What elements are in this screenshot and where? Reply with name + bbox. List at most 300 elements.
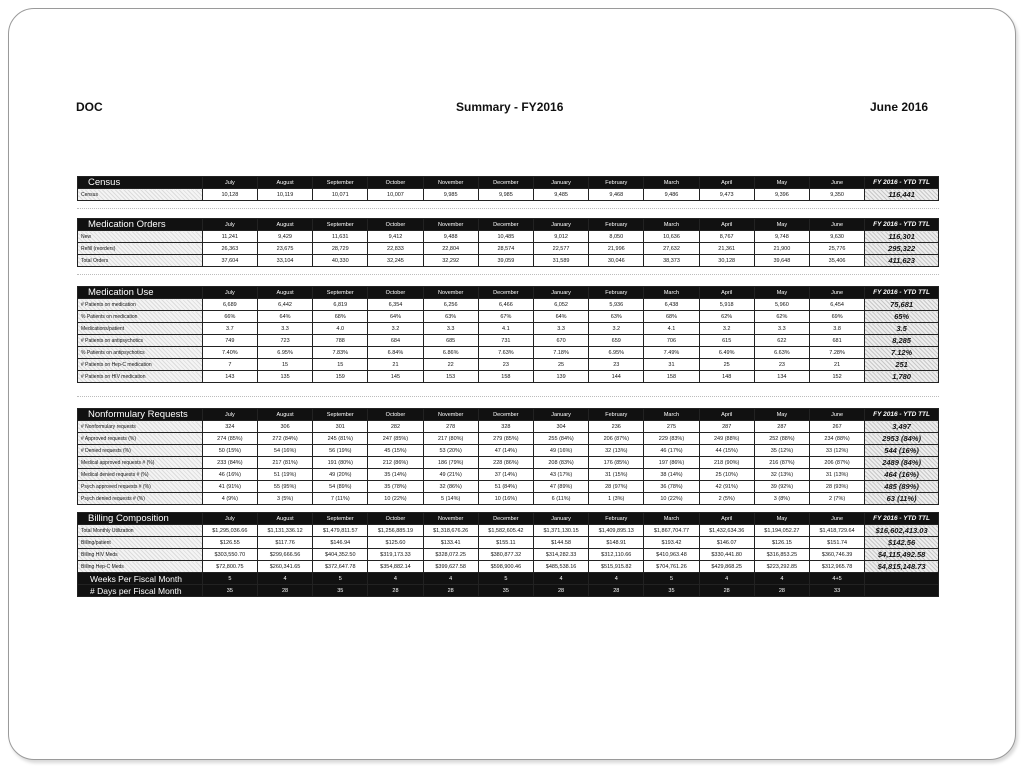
data-cell: 6,438 xyxy=(644,299,699,311)
data-cell: 50 (15%) xyxy=(202,445,257,457)
fiscal-cell: 28 xyxy=(423,585,478,597)
medication-use-section xyxy=(77,286,939,383)
month-header-december: December xyxy=(478,409,533,421)
data-cell: 49 (20%) xyxy=(313,469,368,481)
data-cell: 23,675 xyxy=(257,243,312,255)
fiscal-cell: 5 xyxy=(202,573,257,585)
data-cell: 255 (84%) xyxy=(533,433,588,445)
data-cell: 8,767 xyxy=(699,231,754,243)
fiscal-cell: 28 xyxy=(699,585,754,597)
fiscal-cell: 5 xyxy=(313,573,368,585)
data-cell: 145 xyxy=(368,371,423,383)
ytd-total-cell: 411,623 xyxy=(865,255,939,267)
month-header-september: September xyxy=(313,177,368,189)
data-cell: 22,833 xyxy=(368,243,423,255)
fiscal-cell: 28 xyxy=(533,585,588,597)
fiscal-cell: 4+5 xyxy=(809,573,864,585)
data-cell: 64% xyxy=(257,311,312,323)
row-label: Refill (reorders) xyxy=(78,243,203,255)
data-cell: 10,119 xyxy=(257,189,312,201)
data-cell: 10 (22%) xyxy=(368,493,423,505)
data-cell: 279 (85%) xyxy=(478,433,533,445)
month-header-november: November xyxy=(423,513,478,525)
month-header-october: October xyxy=(368,513,423,525)
row-label: Psych approved requests # (%) xyxy=(78,481,203,493)
data-cell: 143 xyxy=(202,371,257,383)
data-cell: 47 (14%) xyxy=(478,445,533,457)
month-header-march: March xyxy=(644,219,699,231)
data-cell: $148.91 xyxy=(589,537,644,549)
row-label: Billing HIV Meds xyxy=(78,549,203,561)
row-label: Medications/patient xyxy=(78,323,203,335)
month-header-october: October xyxy=(368,219,423,231)
data-cell: 21,361 xyxy=(699,243,754,255)
month-header-july: July xyxy=(202,287,257,299)
month-header-december: December xyxy=(478,177,533,189)
data-cell: 191 (80%) xyxy=(313,457,368,469)
data-cell: 6,256 xyxy=(423,299,478,311)
fiscal-cell: 33 xyxy=(809,585,864,597)
data-cell: $404,352.50 xyxy=(313,549,368,561)
data-cell: 21,996 xyxy=(589,243,644,255)
data-cell: 45 (15%) xyxy=(368,445,423,457)
month-header-march: March xyxy=(644,513,699,525)
data-cell: 2 (5%) xyxy=(699,493,754,505)
table-header-row xyxy=(78,177,939,189)
data-cell: 25 (10%) xyxy=(699,469,754,481)
table-row xyxy=(78,421,939,433)
month-header-september: September xyxy=(313,409,368,421)
data-cell: 26,363 xyxy=(202,243,257,255)
ytd-total-cell: 485 (89%) xyxy=(865,481,939,493)
separator xyxy=(77,274,939,275)
data-cell: 51 (19%) xyxy=(257,469,312,481)
month-header-october: October xyxy=(368,177,423,189)
data-cell: $1,582,605.42 xyxy=(478,525,533,537)
month-header-july: July xyxy=(202,409,257,421)
data-cell: $380,877.32 xyxy=(478,549,533,561)
data-cell: 267 xyxy=(809,421,864,433)
fiscal-cell: 35 xyxy=(644,585,699,597)
table-row xyxy=(78,457,939,469)
ytd-total-cell: $142.56 xyxy=(865,537,939,549)
table-header-row xyxy=(78,287,939,299)
data-cell: 234 (88%) xyxy=(809,433,864,445)
data-cell: 6,454 xyxy=(809,299,864,311)
summary-table xyxy=(77,176,939,201)
row-label: Psych denied requests # (%) xyxy=(78,493,203,505)
data-cell: 301 xyxy=(313,421,368,433)
fiscal-cell: 28 xyxy=(589,585,644,597)
data-cell: 7.28% xyxy=(809,347,864,359)
data-cell: 7.40% xyxy=(202,347,257,359)
data-cell: $1,295,036.66 xyxy=(202,525,257,537)
fiscal-row-label: # Days per Fiscal Month xyxy=(78,585,203,597)
data-cell: 31 (15%) xyxy=(589,469,644,481)
ytd-total-cell: 8,285 xyxy=(865,335,939,347)
month-header-january: January xyxy=(533,177,588,189)
table-row xyxy=(78,255,939,267)
data-cell: 55 (95%) xyxy=(257,481,312,493)
data-cell: 36 (78%) xyxy=(644,481,699,493)
data-cell: 328 xyxy=(478,421,533,433)
ytd-header: FY 2016 - YTD TTL xyxy=(865,177,939,189)
month-header-november: November xyxy=(423,219,478,231)
fiscal-cell: 4 xyxy=(257,573,312,585)
month-header-february: February xyxy=(589,219,644,231)
report-date: June 2016 xyxy=(870,100,929,114)
data-cell: 32 (13%) xyxy=(754,469,809,481)
month-header-june: June xyxy=(809,409,864,421)
ytd-total-cell: 544 (16%) xyxy=(865,445,939,457)
table-row xyxy=(78,323,939,335)
data-cell: $1,479,811.57 xyxy=(313,525,368,537)
data-cell: 9,486 xyxy=(644,189,699,201)
month-header-august: August xyxy=(257,409,312,421)
data-cell: 7 (11%) xyxy=(313,493,368,505)
ytd-total-cell: 7.12% xyxy=(865,347,939,359)
data-cell: 3.3 xyxy=(257,323,312,335)
data-cell: 153 xyxy=(423,371,478,383)
data-cell: $1,131,336.12 xyxy=(257,525,312,537)
table-row xyxy=(78,561,939,573)
row-label: % Patients on antipsychotics xyxy=(78,347,203,359)
data-cell: 206 (87%) xyxy=(809,457,864,469)
fiscal-cell: 5 xyxy=(478,573,533,585)
ytd-total-cell: 75,681 xyxy=(865,299,939,311)
data-cell: 10,071 xyxy=(313,189,368,201)
month-header-march: March xyxy=(644,177,699,189)
ytd-total-cell: 3.5 xyxy=(865,323,939,335)
table-row xyxy=(78,371,939,383)
table-row xyxy=(78,549,939,561)
data-cell: 670 xyxy=(533,335,588,347)
data-cell: 139 xyxy=(533,371,588,383)
row-label: New xyxy=(78,231,203,243)
data-cell: 15 xyxy=(257,359,312,371)
section-title: Medication Use xyxy=(78,287,203,299)
data-cell: 6.95% xyxy=(257,347,312,359)
data-cell: $1,194,052.27 xyxy=(754,525,809,537)
month-header-may: May xyxy=(754,409,809,421)
data-cell: 37,604 xyxy=(202,255,257,267)
data-cell: 39 (92%) xyxy=(754,481,809,493)
data-cell: 35,406 xyxy=(809,255,864,267)
month-header-june: June xyxy=(809,287,864,299)
table-row xyxy=(78,359,939,371)
ytd-total-cell: 464 (16%) xyxy=(865,469,939,481)
ytd-header: FY 2016 - YTD TTL xyxy=(865,409,939,421)
data-cell: 10 (22%) xyxy=(644,493,699,505)
data-cell: 62% xyxy=(699,311,754,323)
month-header-january: January xyxy=(533,513,588,525)
data-cell: 4.1 xyxy=(644,323,699,335)
data-cell: 9,748 xyxy=(754,231,809,243)
row-label: % Patients on medication xyxy=(78,311,203,323)
data-cell: $125.60 xyxy=(368,537,423,549)
data-cell: 64% xyxy=(368,311,423,323)
month-header-november: November xyxy=(423,409,478,421)
summary-table xyxy=(77,408,939,505)
data-cell: 62% xyxy=(754,311,809,323)
data-cell: $354,882.14 xyxy=(368,561,423,573)
month-header-june: June xyxy=(809,513,864,525)
data-cell: 32,245 xyxy=(368,255,423,267)
data-cell: 5,936 xyxy=(589,299,644,311)
data-cell: 4.1 xyxy=(478,323,533,335)
data-cell: 32,292 xyxy=(423,255,478,267)
row-label: Total Monthly Utilization xyxy=(78,525,203,537)
table-row xyxy=(78,189,939,201)
data-cell: 5,918 xyxy=(699,299,754,311)
ytd-header: FY 2016 - YTD TTL xyxy=(865,287,939,299)
separator xyxy=(77,208,939,209)
data-cell: 282 xyxy=(368,421,423,433)
data-cell: 324 xyxy=(202,421,257,433)
data-cell: 245 (81%) xyxy=(313,433,368,445)
data-cell: $146.94 xyxy=(313,537,368,549)
ytd-total-cell: 116,301 xyxy=(865,231,939,243)
data-cell: 3.3 xyxy=(533,323,588,335)
month-header-august: August xyxy=(257,287,312,299)
month-header-august: August xyxy=(257,177,312,189)
data-cell: 28 (97%) xyxy=(589,481,644,493)
data-cell: $1,867,704.77 xyxy=(644,525,699,537)
section-title: Billing Composition xyxy=(78,513,203,525)
data-cell: 4 (9%) xyxy=(202,493,257,505)
data-cell: 38 (14%) xyxy=(644,469,699,481)
data-cell: 6.63% xyxy=(754,347,809,359)
data-cell: 9,488 xyxy=(423,231,478,243)
data-cell: 684 xyxy=(368,335,423,347)
table-row xyxy=(78,525,939,537)
fiscal-cell: 4 xyxy=(699,573,754,585)
data-cell: 706 xyxy=(644,335,699,347)
row-label: # Patients on antipsychotics xyxy=(78,335,203,347)
data-cell: $1,256,885.19 xyxy=(368,525,423,537)
section-title: Nonformulary Requests xyxy=(78,409,203,421)
data-cell: 9,350 xyxy=(809,189,864,201)
month-header-june: June xyxy=(809,177,864,189)
data-cell: 304 xyxy=(533,421,588,433)
data-cell: $146.07 xyxy=(699,537,754,549)
data-cell: 217 (81%) xyxy=(257,457,312,469)
data-cell: 39,648 xyxy=(754,255,809,267)
data-cell: 9,012 xyxy=(533,231,588,243)
month-header-april: April xyxy=(699,219,754,231)
data-cell: 10,485 xyxy=(478,231,533,243)
data-cell: 21,900 xyxy=(754,243,809,255)
month-header-december: December xyxy=(478,287,533,299)
data-cell: $72,800.75 xyxy=(202,561,257,573)
row-label: # Nonformulary requests xyxy=(78,421,203,433)
data-cell: $151.74 xyxy=(809,537,864,549)
month-header-november: November xyxy=(423,177,478,189)
data-cell: 135 xyxy=(257,371,312,383)
row-label: # Approved requests (%) xyxy=(78,433,203,445)
data-cell: 218 (90%) xyxy=(699,457,754,469)
data-cell: $429,868.25 xyxy=(699,561,754,573)
data-cell: 32 (13%) xyxy=(589,445,644,457)
month-header-june: June xyxy=(809,219,864,231)
data-cell: 46 (16%) xyxy=(202,469,257,481)
fiscal-cell: 28 xyxy=(257,585,312,597)
separator xyxy=(77,396,939,397)
data-cell: 22 xyxy=(423,359,478,371)
billing-composition-section xyxy=(77,512,939,597)
ytd-total-cell: 295,322 xyxy=(865,243,939,255)
data-cell: 236 xyxy=(589,421,644,433)
data-cell: 47 (89%) xyxy=(533,481,588,493)
table-row xyxy=(78,445,939,457)
data-cell: 35 (78%) xyxy=(368,481,423,493)
fiscal-blank-cell xyxy=(865,585,939,597)
data-cell: 15 xyxy=(313,359,368,371)
doc-label: DOC xyxy=(76,100,103,114)
data-cell: 208 (83%) xyxy=(533,457,588,469)
data-cell: 723 xyxy=(257,335,312,347)
data-cell: 144 xyxy=(589,371,644,383)
month-header-october: October xyxy=(368,409,423,421)
data-cell: 38,373 xyxy=(644,255,699,267)
month-header-january: January xyxy=(533,219,588,231)
data-cell: $330,441.80 xyxy=(699,549,754,561)
data-cell: 28 (93%) xyxy=(809,481,864,493)
table-header-row xyxy=(78,219,939,231)
section-title: Census xyxy=(78,177,203,189)
data-cell: 252 (88%) xyxy=(754,433,809,445)
data-cell: 27,632 xyxy=(644,243,699,255)
data-cell: $1,409,895.13 xyxy=(589,525,644,537)
data-cell: 3.8 xyxy=(809,323,864,335)
data-cell: $399,627.58 xyxy=(423,561,478,573)
data-cell: $1,371,130.15 xyxy=(533,525,588,537)
data-cell: 11,631 xyxy=(313,231,368,243)
data-cell: 152 xyxy=(809,371,864,383)
data-cell: 49 (16%) xyxy=(533,445,588,457)
data-cell: 247 (85%) xyxy=(368,433,423,445)
data-cell: 158 xyxy=(478,371,533,383)
data-cell: 31 xyxy=(644,359,699,371)
data-cell: 749 xyxy=(202,335,257,347)
data-cell: 6,819 xyxy=(313,299,368,311)
data-cell: 1 (3%) xyxy=(589,493,644,505)
data-cell: 287 xyxy=(699,421,754,433)
month-header-march: March xyxy=(644,409,699,421)
data-cell: 10,128 xyxy=(202,189,257,201)
data-cell: 25 xyxy=(533,359,588,371)
fiscal-cell: 4 xyxy=(423,573,478,585)
fiscal-cell: 4 xyxy=(589,573,644,585)
table-row xyxy=(78,347,939,359)
data-cell: 23 xyxy=(589,359,644,371)
data-cell: 54 (16%) xyxy=(257,445,312,457)
data-cell: 731 xyxy=(478,335,533,347)
data-cell: 9,468 xyxy=(589,189,644,201)
data-cell: 212 (86%) xyxy=(368,457,423,469)
data-cell: $126.55 xyxy=(202,537,257,549)
table-row xyxy=(78,231,939,243)
table-row xyxy=(78,493,939,505)
data-cell: 10,636 xyxy=(644,231,699,243)
data-cell: $144.58 xyxy=(533,537,588,549)
data-cell: 3.2 xyxy=(368,323,423,335)
data-cell: $117.76 xyxy=(257,537,312,549)
month-header-may: May xyxy=(754,513,809,525)
row-label: # Patients on HIV medication xyxy=(78,371,203,383)
data-cell: 685 xyxy=(423,335,478,347)
data-cell: 21 xyxy=(368,359,423,371)
month-header-november: November xyxy=(423,287,478,299)
data-cell: 622 xyxy=(754,335,809,347)
data-cell: $133.41 xyxy=(423,537,478,549)
data-cell: 9,412 xyxy=(368,231,423,243)
data-cell: 9,396 xyxy=(754,189,809,201)
data-cell: 49 (21%) xyxy=(423,469,478,481)
data-cell: 272 (84%) xyxy=(257,433,312,445)
month-header-february: February xyxy=(589,409,644,421)
data-cell: 8,050 xyxy=(589,231,644,243)
data-cell: 22,804 xyxy=(423,243,478,255)
data-cell: 40,330 xyxy=(313,255,368,267)
data-cell: $193.42 xyxy=(644,537,699,549)
section-title: Medication Orders xyxy=(78,219,203,231)
month-header-august: August xyxy=(257,513,312,525)
data-cell: $704,761.26 xyxy=(644,561,699,573)
data-cell: $1,418,729.64 xyxy=(809,525,864,537)
month-header-april: April xyxy=(699,287,754,299)
data-cell: 6,466 xyxy=(478,299,533,311)
month-header-february: February xyxy=(589,177,644,189)
ytd-total-cell: 3,497 xyxy=(865,421,939,433)
data-cell: 63% xyxy=(423,311,478,323)
data-cell: 28,574 xyxy=(478,243,533,255)
data-cell: 615 xyxy=(699,335,754,347)
fiscal-cell: 28 xyxy=(754,585,809,597)
month-header-december: December xyxy=(478,513,533,525)
data-cell: 148 xyxy=(699,371,754,383)
data-cell: $372,647.78 xyxy=(313,561,368,573)
data-cell: 5,960 xyxy=(754,299,809,311)
medication-orders-section xyxy=(77,218,939,267)
data-cell: 216 (87%) xyxy=(754,457,809,469)
data-cell: 681 xyxy=(809,335,864,347)
data-cell: 3.2 xyxy=(699,323,754,335)
data-cell: 22,577 xyxy=(533,243,588,255)
data-cell: 274 (85%) xyxy=(202,433,257,445)
data-cell: $1,318,676.26 xyxy=(423,525,478,537)
data-cell: 3.3 xyxy=(423,323,478,335)
data-cell: $515,915.82 xyxy=(589,561,644,573)
data-cell: 30,046 xyxy=(589,255,644,267)
data-cell: 56 (19%) xyxy=(313,445,368,457)
fiscal-cell: 4 xyxy=(533,573,588,585)
data-cell: 158 xyxy=(644,371,699,383)
data-cell: 229 (83%) xyxy=(644,433,699,445)
data-cell: 306 xyxy=(257,421,312,433)
ytd-total-cell: 116,441 xyxy=(865,189,939,201)
month-header-september: September xyxy=(313,219,368,231)
data-cell: $223,292.85 xyxy=(754,561,809,573)
data-cell: 6 (11%) xyxy=(533,493,588,505)
ytd-total-cell: $4,815,148.73 xyxy=(865,561,939,573)
month-header-february: February xyxy=(589,513,644,525)
ytd-total-cell: 251 xyxy=(865,359,939,371)
data-cell: 134 xyxy=(754,371,809,383)
data-cell: $312,110.66 xyxy=(589,549,644,561)
data-cell: 6,689 xyxy=(202,299,257,311)
month-header-september: September xyxy=(313,513,368,525)
